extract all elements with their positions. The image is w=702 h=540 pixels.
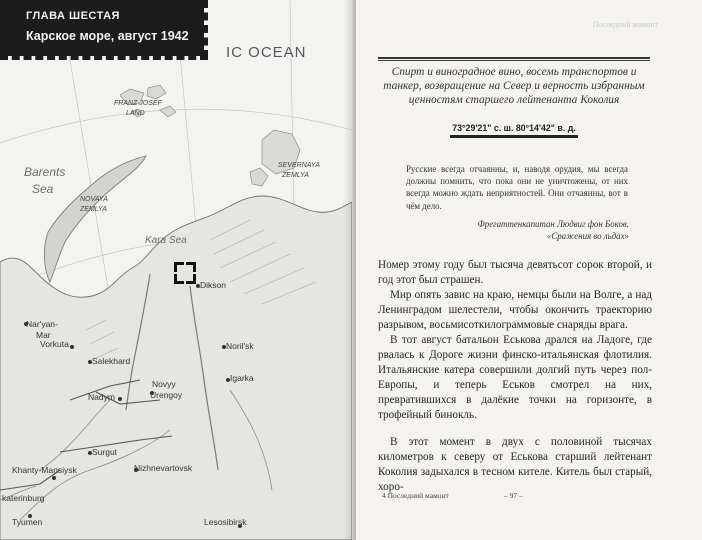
epigraph-quote: Русские всегда отчаянны, и, наводя орудия, мы всегда должны помнить, что пока они не уничтожены, от них всегда можно ждать неприятностей. Они отчаянны, вот в чём дело. [406,164,628,211]
map-ocean-label: IC OCEAN [226,44,307,61]
body-paragraph: Номер этому году был тысяча девятьсот сорок второй, и год этот был страшен. [378,259,652,286]
map-region-label: FRANZ JOSEF [114,100,162,107]
header-rule [378,57,650,59]
body-paragraph: В этот момент в двух с половиной тысячах километров к северу от Еськова старший лейтенант Коколия задыхался в тесном кителе. Китель был старый, хоро- [378,436,652,493]
map-city-label: Urengoy [150,390,183,400]
chapter-summary: Спирт и виноградное вино, восемь транспортов и танкер, возвращение на Север и верность избранным ценностям старшего лейтенанта Коколия [383,66,645,106]
map-city-label: Nizhnevartovsk [134,463,193,473]
chapter-box-dashed-edge [0,56,208,60]
epigraph-attribution [406,218,629,242]
body-paragraph: В тот август батальон Еськова дрался на Ладоге, где рвалась к Дороге жизни финско-итальянская флотилия. Итальянские катера совершили долгий путь через пол-Европы, и теперь Еськов смотрел на них, превратившихся в далёкие точки на горизонте, в трофейный бинокль. [378,334,652,421]
map-city-label: Tyumen [12,517,43,527]
map-region-label: NOVAYA [80,196,108,203]
map-region-label: ZEMLYA [80,206,107,213]
epigraph-source: «Сражения во льдах» [546,231,629,242]
map-city-label: Mar [36,330,51,340]
running-head: Последний мамонт [592,20,658,29]
map-city-label: Lesosibirsk [204,517,247,527]
map-city-label: Surgut [92,447,118,457]
map-city-label: Vorkuta [40,339,69,349]
map-city-label: Nar'yan- [26,319,58,329]
epigraph-author: Фрегаттенкапитан Людвиг фон Боков. [477,219,629,229]
map-region-label: ZEMLYA [282,172,309,179]
footer-book-title: 4 Последний мамонт [382,491,449,500]
chapter-box-dashed-edge [204,0,208,58]
city-dot [70,345,74,349]
chapter-subtitle: Карское море, август 1942 [26,29,189,43]
dikson-target-marker [174,262,196,284]
coordinates: 73°29'21" с. ш. 80°14'42" в. д. [450,123,577,138]
map-region-label: SEVERNAYA [278,162,320,169]
map-city-label: Noril'sk [226,341,254,351]
chapter-number: ГЛАВА ШЕСТАЯ [26,10,120,22]
map-sea-label: Sea [32,182,54,196]
map-city-label: Dikson [200,280,226,290]
map-city-label: Salekhard [92,356,131,366]
body-paragraph: Мир опять завис на краю, немцы были на Волге, а над Ленинградом шелестели, чтобы окончить траекторию разрывом, восьмисоткилограммовые снаряды врага. [378,289,652,331]
page-number: – 97 – [504,491,523,500]
map-city-label: Khanty-Mansiysk [12,465,77,475]
map-sea-label: Kara Sea [145,235,187,246]
chapter-heading-box [0,0,204,56]
map-city-label: Nadym [88,392,115,402]
map-region-label: LAND [126,110,145,117]
coordinates-block [356,118,672,138]
header-rule-thin [378,60,650,61]
body-text [378,258,652,495]
city-dot [52,476,56,480]
city-dot [118,397,122,401]
map-city-label: Novyy [152,379,176,389]
map-city-label: katerinburg [2,493,45,503]
map-sea-label: Barents [24,165,66,179]
right-page-text [356,0,702,540]
map-city-label: Igarka [230,373,254,383]
